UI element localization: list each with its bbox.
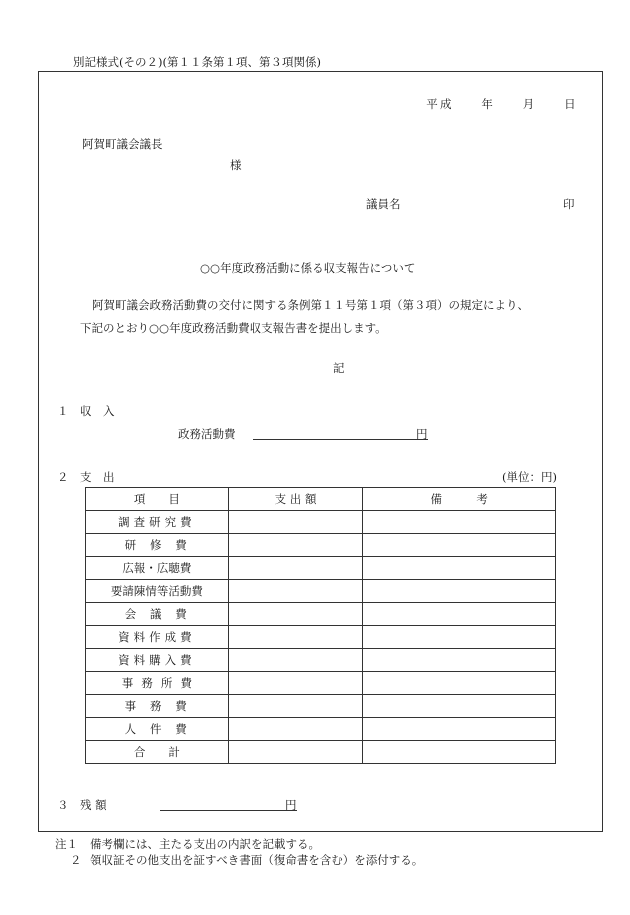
table-header-row (86, 488, 556, 511)
date-line: 平成 年 月 日 (426, 97, 578, 111)
balance-amount-line (160, 810, 297, 811)
amount-cell (228, 695, 363, 718)
addressee-honorific: 様 (230, 158, 242, 172)
expense-table (85, 487, 556, 764)
section-2-number: ２ (57, 470, 69, 484)
table-row (86, 672, 556, 695)
section-2-label: 支 出 (80, 470, 115, 484)
row-label: 人件費 (86, 718, 229, 741)
amount-cell (228, 741, 363, 764)
unit-note: (単位：円) (502, 470, 557, 484)
table-row (86, 580, 556, 603)
note-2-number: ２ (70, 853, 82, 867)
income-item-label: 政務活動費 (178, 427, 236, 441)
table-row (86, 511, 556, 534)
amount-cell (228, 534, 363, 557)
amount-cell (228, 580, 363, 603)
column-header-remarks: 備 考 (363, 488, 556, 511)
remarks-cell (363, 649, 556, 672)
section-3-number: ３ (57, 798, 69, 812)
amount-cell (228, 557, 363, 580)
table-row (86, 603, 556, 626)
amount-cell (228, 511, 363, 534)
row-label: 要請陳情等活動費 (86, 580, 229, 603)
body-text-line-1: 阿賀町議会政務活動費の交付に関する条例第１１号第１項（第３項）の規定により、 (92, 298, 529, 312)
remarks-cell (363, 580, 556, 603)
amount-cell (228, 603, 363, 626)
section-3-label: 残 額 (80, 798, 107, 812)
column-header-item: 項 目 (86, 488, 229, 511)
amount-cell (228, 626, 363, 649)
ki-heading: 記 (333, 361, 345, 375)
table-row (86, 557, 556, 580)
member-name-label: 議員名 (366, 197, 401, 211)
row-label: 事務費 (86, 695, 229, 718)
remarks-cell (363, 557, 556, 580)
row-label: 会議費 (86, 603, 229, 626)
row-label: 広報・広聴費 (86, 557, 229, 580)
income-unit: 円 (416, 427, 428, 441)
table-row (86, 649, 556, 672)
row-label: 調査研究費 (86, 511, 229, 534)
form-reference-note: 別記様式(その２)(第１１条第１項、第３項関係) (73, 55, 321, 69)
remarks-cell (363, 672, 556, 695)
note-1-text: 備考欄には、主たる支出の内訳を記載する。 (90, 837, 320, 851)
body-text-line-2: 下記のとおり○○年度政務活動費収支報告書を提出します。 (80, 321, 387, 335)
note-1-number: 注１ (55, 837, 78, 851)
remarks-cell (363, 626, 556, 649)
amount-cell (228, 718, 363, 741)
remarks-cell (363, 695, 556, 718)
seal-label: 印 (563, 197, 575, 211)
amount-cell (228, 649, 363, 672)
remarks-cell (363, 603, 556, 626)
note-2-text: 領収証その他支出を証すべき書面（復命書を含む）を添付する。 (90, 853, 424, 867)
row-label: 資料購入費 (86, 649, 229, 672)
amount-cell (228, 672, 363, 695)
income-amount-line (253, 439, 428, 440)
table-row (86, 718, 556, 741)
table-row (86, 626, 556, 649)
balance-unit: 円 (285, 798, 297, 812)
row-label: 合計 (86, 741, 229, 764)
document-title: ○○年度政務活動に係る収支報告について (200, 261, 416, 275)
section-1-number: １ (57, 404, 69, 418)
table-row (86, 534, 556, 557)
table-row (86, 695, 556, 718)
row-label: 資料作成費 (86, 626, 229, 649)
column-header-amount: 支 出 額 (228, 488, 363, 511)
addressee: 阿賀町議会議長 (82, 137, 163, 151)
section-1-label: 収 入 (80, 404, 115, 418)
row-label: 研修費 (86, 534, 229, 557)
row-label: 事務所費 (86, 672, 229, 695)
remarks-cell (363, 534, 556, 557)
table-row-total (86, 741, 556, 764)
remarks-cell (363, 511, 556, 534)
remarks-cell (363, 741, 556, 764)
remarks-cell (363, 718, 556, 741)
